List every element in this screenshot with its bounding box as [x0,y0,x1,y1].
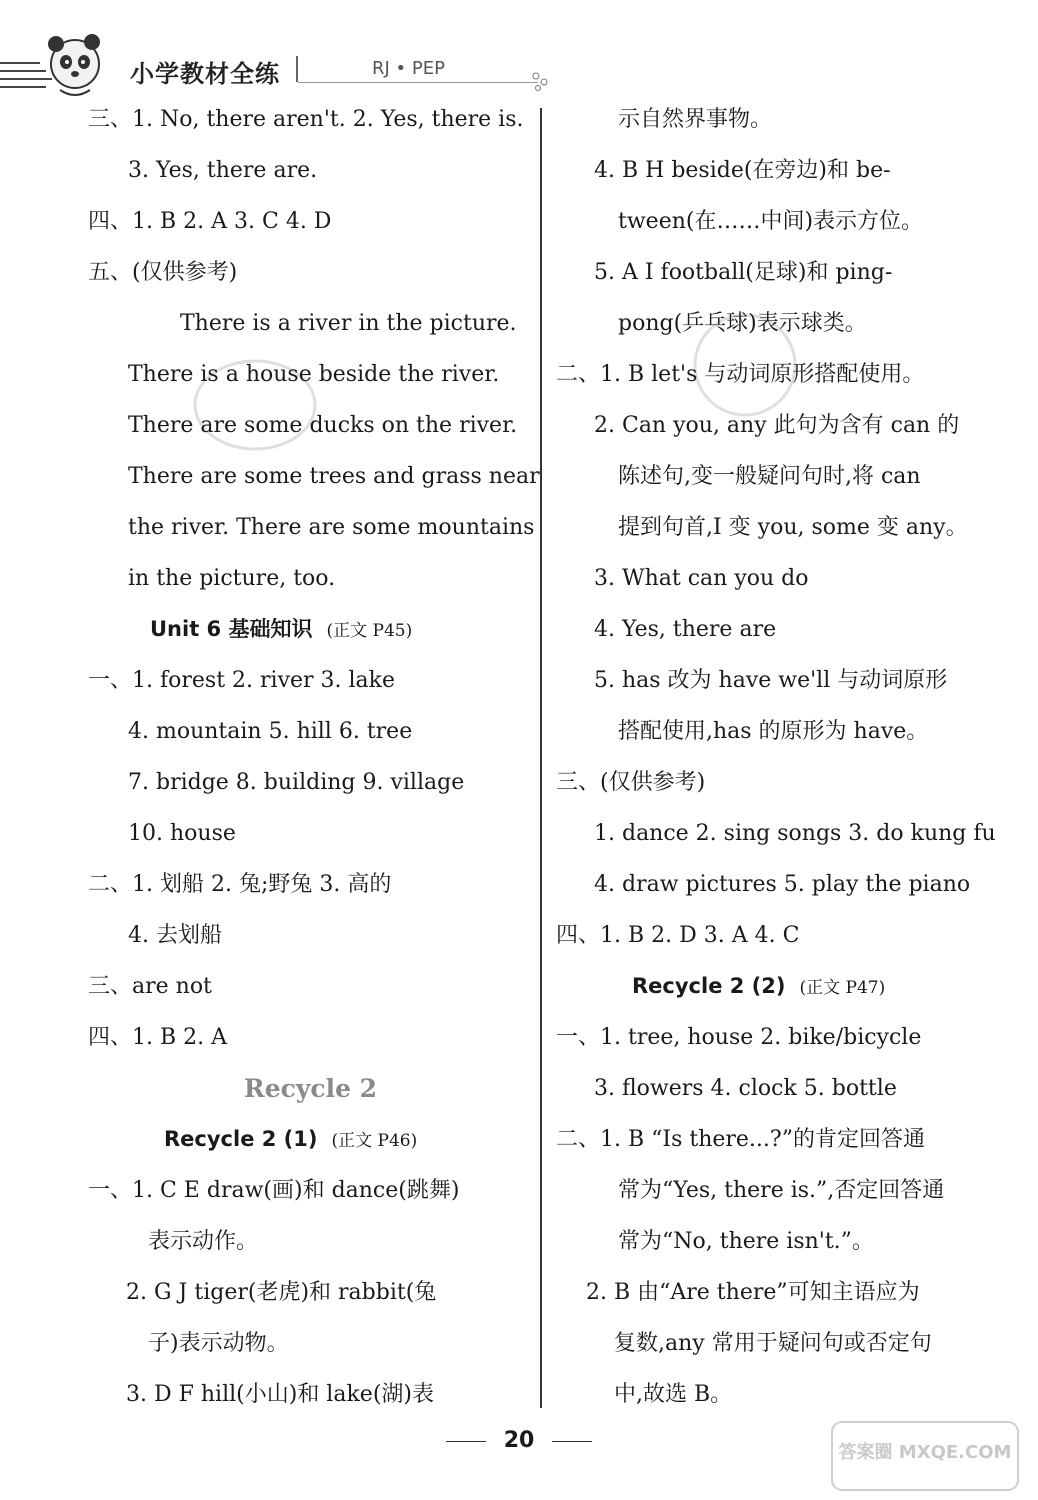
answer-line: 搭配使用,has 的原形为 have。 [618,719,929,744]
header-rule [298,82,538,83]
edition-label: RJ • PEP [372,58,445,79]
answer-line: 3. flowers 4. clock 5. bottle [594,1076,897,1101]
answer-line: in the picture, too. [128,566,336,591]
answer-line: 2. G J tiger(老虎)和 rabbit(兔 [126,1280,437,1305]
answer-line: 子)表示动物。 [148,1331,289,1356]
section-title: Recycle 2 (2) [632,974,786,998]
answer-line: There are some ducks on the river. [128,413,518,438]
answer-line: 4. Yes, there are [594,617,777,642]
answer-line: 中,故选 B。 [614,1382,733,1407]
page-dash [446,1441,486,1442]
answer-line: pong(乒乓球)表示球类。 [618,311,867,336]
brand-title: 小学教材全练 [130,60,280,88]
answer-line: 四、1. B 2. D 3. A 4. C [556,923,800,948]
answer-line: 4. mountain 5. hill 6. tree [128,719,413,744]
answer-line: 3. D F hill(小山)和 lake(湖)表 [126,1382,434,1407]
answer-line: 4. draw pictures 5. play the piano [594,872,971,897]
answer-line: the river. There are some mountains [128,515,535,540]
section-title: Unit 6 基础知识 [150,617,313,641]
answer-line: 7. bridge 8. building 9. village [128,770,465,795]
answer-line: 10. house [128,821,236,846]
answer-line: 陈述句,变一般疑问句时,将 can [618,464,921,489]
answer-line: 提到句首,I 变 you, some 变 any。 [618,515,968,540]
page-number-text: 20 [503,1428,535,1453]
answer-line: 3. Yes, there are. [128,158,318,183]
page-reference: (正文 P45) [326,621,413,641]
answer-line: There are some trees and grass near [128,464,540,489]
answer-line: 5. A I football(足球)和 ping- [594,260,893,285]
answer-line: 3. What can you do [594,566,809,591]
answer-line: 4. 去划船 [128,923,222,948]
answer-line: 二、1. B let's 与动词原形搭配使用。 [556,362,925,387]
section-heading-recycle2-2 [556,961,996,1012]
right-column [556,94,996,1420]
answer-line: There is a house beside the river. [128,362,500,387]
answer-line: 三、are not [88,974,212,999]
section-heading-unit6 [88,604,533,655]
answer-line: 常为“Yes, there is.”,否定回答通 [618,1178,945,1203]
answer-line: 4. B H beside(在旁边)和 be- [594,158,891,183]
watermark-text: 答案圈 MXQE.COM [838,1442,1012,1463]
decorative-dots-icon [530,70,554,94]
header-separator [296,56,298,82]
left-column [88,94,540,1420]
answer-line: 三、1. No, there aren't. 2. Yes, there is. [88,107,524,132]
answer-line: 表示动作。 [148,1229,259,1254]
page-reference: (正文 P47) [799,978,886,998]
answer-line: 三、(仅供参考) [556,770,706,795]
section-heading-recycle2-1 [88,1114,533,1165]
answer-line: 一、1. forest 2. river 3. lake [88,668,396,693]
answer-line: 2. B 由“Are there”可知主语应为 [586,1280,920,1305]
answer-line: 常为“No, there isn't.”。 [618,1229,874,1254]
answer-line: There is a river in the picture. [180,311,517,336]
answer-line: tween(在……中间)表示方位。 [618,209,924,234]
page-reference: (正文 P46) [331,1131,418,1151]
watermark-logo [830,1420,1020,1492]
answer-line: 一、1. tree, house 2. bike/bicycle [556,1025,922,1050]
answer-line: 2. Can you, any 此句为含有 can 的 [594,413,960,438]
column-divider [540,108,542,1408]
answer-line: 五、(仅供参考) [88,260,238,285]
answer-line: 四、1. B 2. A 3. C 4. D [88,209,332,234]
answer-line: 1. dance 2. sing songs 3. do kung fu [594,821,996,846]
answer-line: 示自然界事物。 [618,107,773,132]
answer-line: 5. has 改为 have we'll 与动词原形 [594,668,948,693]
section-title-recycle2: Recycle 2 [243,1074,378,1103]
answer-line: 四、1. B 2. A [88,1025,228,1050]
page-dash [552,1441,592,1442]
answer-line: 二、1. B “Is there...?”的肯定回答通 [556,1127,925,1152]
answer-line: 一、1. C E draw(画)和 dance(跳舞) [88,1178,460,1203]
answer-line: 二、1. 划船 2. 兔;野兔 3. 高的 [88,872,392,897]
answer-line: 复数,any 常用于疑问句或否定句 [614,1331,932,1356]
panda-mascot-icon [40,28,110,98]
section-title: Recycle 2 (1) [164,1127,318,1151]
